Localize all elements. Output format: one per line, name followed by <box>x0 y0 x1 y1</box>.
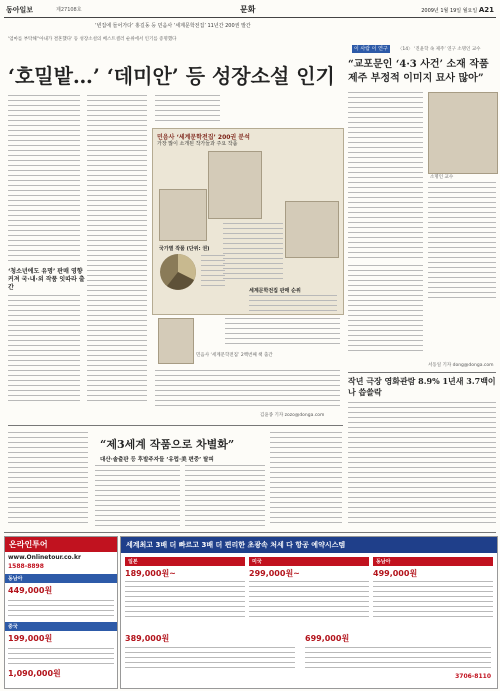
ad-right-details1 <box>125 581 245 617</box>
left-subhead: ‘청소년에도 유명’ 판매 영향 커져 국·내·외 작품 잇따라 출간 <box>8 268 85 291</box>
bottom-column-3 <box>185 465 265 527</box>
ad-left-phone[interactable]: 1588-8898 <box>8 563 44 570</box>
left-column-5 <box>155 370 340 410</box>
right-headline <box>348 58 496 86</box>
ad-flight-booking <box>120 536 498 689</box>
ad-left-price3: 1,090,000원 <box>8 669 61 678</box>
bottom-column-2 <box>95 465 180 527</box>
sales-ranking <box>249 295 337 311</box>
page-number: A21 <box>478 6 494 14</box>
issue-number: 제27108호 <box>56 7 82 13</box>
ad-logo-text: 온라인투어 <box>9 540 48 549</box>
ranking-list <box>223 223 283 283</box>
left-column-4 <box>225 318 340 344</box>
ad-left-details2 <box>8 648 114 666</box>
series-note: 〈14〉 ‘진윤학 속 제주’ 연구 소명인 교수 <box>397 47 481 52</box>
bottom-column-4 <box>270 432 342 527</box>
bottom-rule <box>8 425 343 426</box>
left-column-1 <box>8 95 80 265</box>
right-column-2 <box>428 182 496 302</box>
right-column-3 <box>348 265 423 355</box>
right-headline-line1: “교포문인 ‘4·3 사건’ 소재 작품 <box>348 59 489 70</box>
right-column-1 <box>348 92 423 262</box>
left-byline: 김윤종 기자 zozo@donga.com <box>260 413 325 418</box>
small-article-headline: 작년 극장 영화관람 8.9% 1년새 3.7백이나 씁쓸락 <box>348 376 496 397</box>
center-header: ‘빈집에 들어가다’ 홍길동 등 민음사 ‘세계문학전집’ 11년간 200권 발간 <box>95 23 251 29</box>
portrait-writer <box>285 201 339 258</box>
ad-region-sea <box>373 557 493 617</box>
ad-right-price2: 299,000원~ <box>249 569 300 578</box>
bottom-headline: “제3세계 작품으로 차별화” <box>100 438 235 451</box>
country-pie-chart <box>159 253 197 291</box>
ad-url[interactable]: www.Onlinetour.co.kr <box>8 554 81 561</box>
date-text: 2009년 1월 19일 월요일 <box>421 8 478 14</box>
small-article-rule <box>348 372 496 373</box>
infographic-title: 민음사 ‘세계문학전집’ 200권 분석 <box>157 134 250 141</box>
section-label: 문화 <box>240 5 256 14</box>
left-column-3 <box>155 95 220 125</box>
ad-banner: 세계최고 3배 더 빠르고 3배 더 편리한 초광속 처세 다 항공 예약시스템 <box>121 537 497 553</box>
ad-right-details5 <box>305 647 491 671</box>
series-tag: 이 사람 이 연구 <box>354 46 388 52</box>
small-article-body <box>348 402 496 527</box>
ad-right-price1: 189,000원~ <box>125 569 176 578</box>
page-header <box>4 3 496 18</box>
book-photo <box>158 318 194 364</box>
ad-right-details3 <box>373 581 493 617</box>
ad-left-region2: 중국 <box>5 622 117 631</box>
left-photo-caption: 민음사 ‘세계문학전집’ 2백번째 책 출간 <box>196 353 273 358</box>
ad-right-details2 <box>249 581 369 617</box>
ad-region-row <box>121 557 497 627</box>
professor-photo <box>428 92 498 174</box>
ad-region-japan <box>125 557 245 617</box>
chart-legend <box>201 255 225 289</box>
ad-left-price1: 449,000원 <box>8 586 53 595</box>
ad-region-usa <box>249 557 369 617</box>
chart-caption: 국가별 작품 (단위: 권) <box>159 246 210 252</box>
ad-logo <box>5 537 117 552</box>
ad-right-price5: 699,000원 <box>305 634 350 643</box>
ad-bottom-row <box>125 633 493 683</box>
ad-left-details1 <box>8 600 114 620</box>
left-kicker: '엄마를 부탁해''아내가 결혼했다' 등 성장소설의 베스트셀러 순위에서 인기를 증명했다 <box>8 37 177 42</box>
newspaper-logo: 동아일보 <box>6 6 34 14</box>
page-date <box>421 6 494 14</box>
professor-photo-caption: 소명인 교수 <box>430 175 454 180</box>
infographic-subtitle: 가장 많이 소개된 작가들과 주요 작품 <box>157 141 238 147</box>
ad-right-phone[interactable]: 3706-8110 <box>455 673 491 680</box>
ad-right-region1: 일본 <box>125 557 245 566</box>
portrait-shakespeare <box>208 151 262 219</box>
right-byline: 서동일 기자 dong@donga.com <box>428 363 494 368</box>
ad-right-region3: 동남아 <box>373 557 493 566</box>
bottom-subhead: 대산·솔출판 등 후발주자들 ‘유럽·美 편중’ 탈피 <box>100 457 214 463</box>
ad-right-price4: 389,000원 <box>125 634 170 643</box>
ad-left-price2: 199,000원 <box>8 634 53 643</box>
portrait-goethe <box>159 189 207 241</box>
series-box <box>352 35 496 52</box>
bottom-column-1 <box>8 432 88 527</box>
left-column-1b <box>8 295 80 405</box>
ad-right-region2: 미국 <box>249 557 369 566</box>
ad-left-region1: 동남아 <box>5 574 117 583</box>
ad-right-price3: 499,000원 <box>373 569 418 578</box>
ads-rule <box>4 532 496 533</box>
left-column-2 <box>87 95 147 405</box>
ranking-title: 세계문학전집 판매 순위 <box>249 288 301 294</box>
left-headline: ‘호밀밭…’ ‘데미안’ 등 성장소설 인기 <box>8 64 335 88</box>
ad-right-details4 <box>125 647 295 671</box>
infographic <box>152 128 344 315</box>
ad-online-tour <box>4 536 118 689</box>
right-headline-line2: 제주 부정적 이미지 묘사 많아” <box>348 73 484 84</box>
